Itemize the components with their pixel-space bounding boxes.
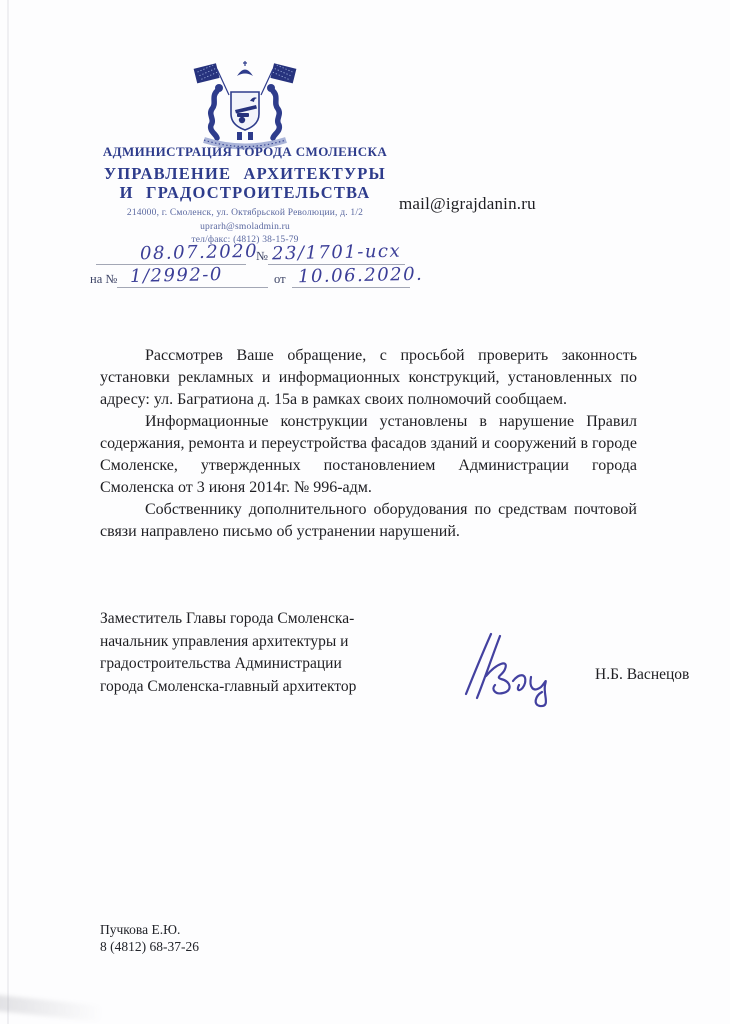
body-paragraph-3: Собственнику дополнительного оборудования по средствам почтовой связи направлено письмо об устранении нарушений. <box>100 501 637 540</box>
ref-date-handwritten: 10.06.2020. <box>297 263 424 288</box>
letter-body <box>100 345 637 543</box>
org-name-department-line1: УПРАВЛЕНИЕ АРХИТЕКТУРЫ <box>104 164 386 183</box>
cap-icon <box>237 70 253 77</box>
number-sign-label: № <box>256 249 268 263</box>
cross-icon <box>243 61 247 66</box>
pedestal <box>237 132 253 140</box>
body-paragraph-2: Информационные конструкции установлены в нарушение Правил содержания, ремонта и переустройства фасадов зданий и сооружений в городе Смоленске, утвержденных постановлением Администрации города Смоленска от 3 июня 2014г. № 996-адм. <box>100 413 637 496</box>
lion-right-icon <box>273 91 279 138</box>
signer-position-line-1: Заместитель Главы города Смоленска- <box>100 610 355 627</box>
handwritten-signature <box>452 630 567 715</box>
recipient-email: mail@igrajdanin.ru <box>399 194 536 213</box>
org-name-administration: АДМИНИСТРАЦИЯ ГОРОДА СМОЛЕНСКА <box>102 144 388 159</box>
signer-name: Н.Б. Васнецов <box>595 666 690 683</box>
blank-line-ref-date <box>292 287 410 288</box>
signature-icon <box>452 630 567 710</box>
org-name-department-line2: И ГРАДОСТРОИТЕЛЬСТВА <box>119 183 371 202</box>
org-address: 214000, г. Смоленск, ул. Октябрьской Революции, д. 1/2 <box>126 208 364 218</box>
smolensk-coat-of-arms <box>190 60 300 152</box>
blank-line-ref-number <box>117 287 268 288</box>
banner-left-icon <box>194 63 220 83</box>
outgoing-date-handwritten: 08.07.2020 <box>139 240 259 265</box>
executor-block <box>100 921 199 955</box>
scan-edge-artifact <box>7 0 9 1024</box>
signer-position-line-2: начальник управления архитектуры и <box>100 632 349 650</box>
outgoing-number-handwritten: 23/1701-исх <box>271 240 402 265</box>
coat-of-arms-graphic <box>190 60 300 152</box>
banner-right-icon <box>270 63 296 83</box>
letterhead <box>98 144 392 246</box>
body-paragraph-1: Рассмотрев Ваше обращение, с просьбой проверить законность установки рекламных и информационных конструкций, установленных по адресу: ул. Багратиона д. 15а в рамках своих полномочий сообщаем. <box>100 347 637 408</box>
ref-date-label: от <box>274 272 286 286</box>
ref-number-handwritten: 1/2992-0 <box>129 264 224 287</box>
signer-position-line-3: градостроительства Администрации <box>100 655 342 672</box>
scan-smudge-artifact <box>0 994 104 1022</box>
org-phone: тел/факс: (4812) 38-15-79 <box>191 235 299 245</box>
org-email: uprarh@smoladmin.ru <box>200 221 290 232</box>
executor-name: Пучкова Е.Ю. <box>100 922 181 937</box>
signer-position <box>100 608 420 698</box>
ref-number-label: на № <box>90 272 118 286</box>
signer-position-line-4: города Смоленска-главный архитектор <box>100 677 357 695</box>
lion-left-icon <box>211 91 217 138</box>
executor-phone: 8 (4812) 68-37-26 <box>100 939 199 954</box>
